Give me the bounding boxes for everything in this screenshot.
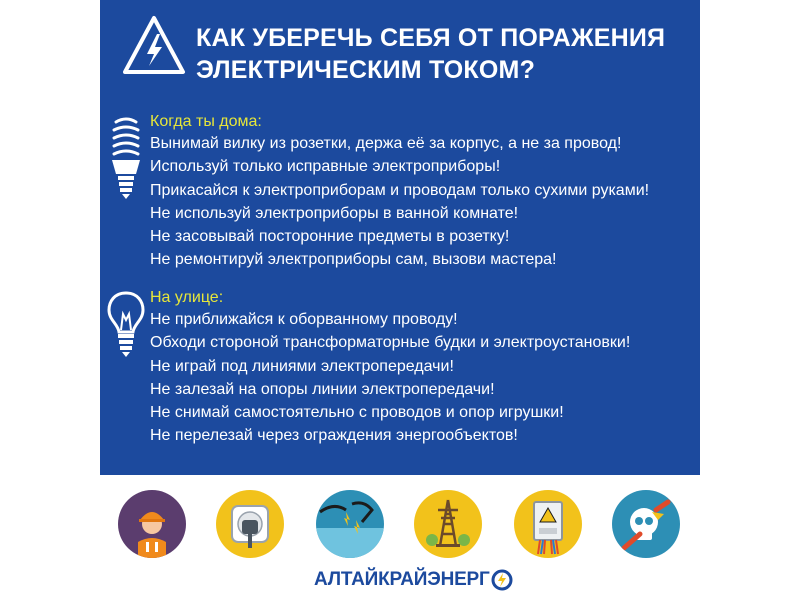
light-bulb-icon [106,290,146,358]
section-heading: Когда ты дома: [150,113,262,130]
electrician-icon [118,490,186,558]
broken-wire-icon [316,490,384,558]
rule-line: Не залезай на опоры линии электропередачи! [150,380,495,398]
rule-line: Не играй под линиями электропередачи! [150,357,454,375]
electrical-panel-icon [514,490,582,558]
rule-line: Обходи стороной трансформаторные будки и электроустановки! [150,334,631,352]
rule-line: Не ремонтируй электроприборы сам, вызови мастера! [150,251,557,269]
logo-text: АЛТАЙКРАЙЭНЕРГ [314,569,490,590]
rule-line: Не снимай самостоятельно с проводов и опор игрушки! [150,404,564,422]
title-line-2: ЭЛЕКТРИЧЕСКИМ ТОКОМ? [196,56,536,84]
rule-line: Не перелезай через ограждения энергообъектов! [150,427,518,445]
rule-line: Не приближайся к оборванному проводу! [150,311,458,328]
energy-saving-bulb-icon [106,116,146,200]
section-home [150,112,695,272]
rule-line: Не засовывай посторонние предметы в розетку! [150,228,510,246]
skull-danger-icon [612,490,680,558]
safety-icons-row [0,490,800,560]
rule-line: Не используй электроприборы в ванной комнате! [150,204,519,222]
safety-poster [100,0,700,475]
lightning-o-icon [491,569,513,591]
rule-line: Вынимай вилку из розетки, держа её за корпус, а не за провод! [150,135,622,152]
rule-line: Используй только исправные электроприборы! [150,158,501,176]
socket-plug-icon [216,490,284,558]
rule-line: Прикасайся к электроприборам и проводам только сухими руками! [150,181,650,199]
high-voltage-warning-icon [122,14,186,78]
section-heading: На улице: [150,289,224,306]
poster-title [196,22,691,86]
section-street [150,288,695,448]
title-line-1: КАК УБЕРЕЧЬ СЕБЯ ОТ ПОРАЖЕНИЯ [196,24,666,52]
company-logo [314,568,513,592]
power-tower-icon [414,490,482,558]
